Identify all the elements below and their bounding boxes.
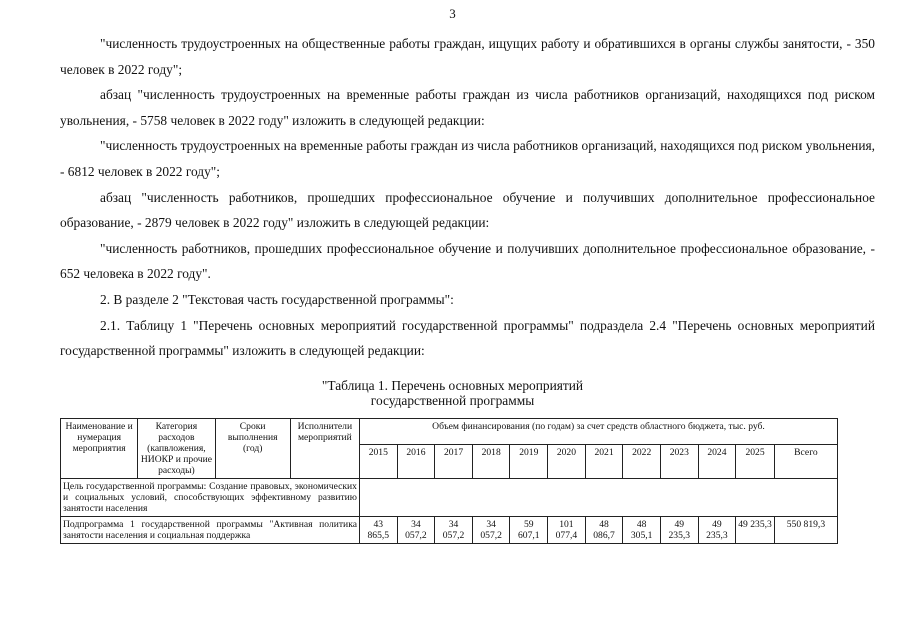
value-cell: 49 235,3 <box>660 517 698 544</box>
year-cell: 2023 <box>660 445 698 479</box>
table-header-row <box>61 419 838 445</box>
header-funding: Объем финансирования (по годам) за счет средств областного бюджета, тыс. руб. <box>359 419 837 445</box>
subprogram-label: Подпрограмма 1 государственной программы "Активная политика занятости населения и социальная поддержка <box>61 517 360 544</box>
paragraph: абзац "численность работников, прошедших профессиональное обучение и получивших дополнительное профессиональное образование, - 2879 человек в 2022 году" изложить в следующей редакции: <box>60 189 875 231</box>
paragraph: 2.1. Таблицу 1 "Перечень основных мероприятий государственной программы" подраздела 2.4 "Перечень основных мероприятий государственной программы" изложить в следующей редакции: <box>60 317 875 359</box>
value-cell: 43 865,5 <box>359 517 397 544</box>
value-cell: 34 057,2 <box>397 517 435 544</box>
table-caption-line: государственной программы <box>370 393 535 408</box>
paragraph: "численность трудоустроенных на временные работы граждан из числа работников организаций, находящихся под риском увольнения, - 6812 человек в 2022 году"; <box>60 138 875 179</box>
page-number: 3 <box>449 6 456 21</box>
table-caption-line: "Таблица 1. Перечень основных мероприятий <box>321 378 584 393</box>
year-cell: 2016 <box>397 445 435 479</box>
year-cell: 2018 <box>472 445 510 479</box>
paragraph: абзац "численность трудоустроенных на временные работы граждан из числа работников организаций, находящихся под риском увольнения, - 5758 человек в 2022 году" изложить в следующей редакции: <box>60 87 875 128</box>
program-table <box>60 418 838 544</box>
value-cell: 59 607,1 <box>510 517 548 544</box>
header-executors: Исполнители мероприятий <box>290 419 359 479</box>
year-cell: 2015 <box>359 445 397 479</box>
year-cell: 2017 <box>435 445 473 479</box>
goal-empty-cell <box>359 479 837 517</box>
year-cell: 2020 <box>548 445 586 479</box>
table-caption <box>0 378 905 408</box>
year-cell: 2025 <box>736 445 775 479</box>
value-cell: 48 305,1 <box>623 517 661 544</box>
year-cell: 2021 <box>585 445 623 479</box>
year-cell: 2019 <box>510 445 548 479</box>
table-goal-row <box>61 479 838 517</box>
value-cell: 34 057,2 <box>472 517 510 544</box>
table-row <box>61 517 838 544</box>
header-name: Наименование и нумерация мероприятия <box>61 419 138 479</box>
value-cell: 34 057,2 <box>435 517 473 544</box>
value-cell: 48 086,7 <box>585 517 623 544</box>
total-cell: 550 819,3 <box>774 517 837 544</box>
body-text <box>60 31 875 364</box>
year-cell: 2022 <box>623 445 661 479</box>
year-total-header: Всего <box>774 445 837 479</box>
header-terms: Сроки выполнения (год) <box>215 419 290 479</box>
header-category: Категория расходов (капвложения, НИОКР и прочие расходы) <box>138 419 215 479</box>
goal-cell: Цель государственной программы: Создание правовых, экономических и социальных условий, способствующих эффективному развитию занятости населения <box>61 479 360 517</box>
value-cell: 49 235,3 <box>736 517 775 544</box>
paragraph: 2. В разделе 2 "Текстовая часть государственной программы": <box>100 291 454 307</box>
year-cell: 2024 <box>698 445 736 479</box>
paragraph: "численность трудоустроенных на общественные работы граждан, ищущих работу и обратившихся в органы службы занятости, - 350 человек в 2022 году"; <box>60 36 875 77</box>
paragraph: "численность работников, прошедших профессиональное обучение и получивших дополнительное профессиональное образование, - 652 человека в 2022 году". <box>60 240 875 282</box>
value-cell: 49 235,3 <box>698 517 736 544</box>
value-cell: 101 077,4 <box>548 517 586 544</box>
